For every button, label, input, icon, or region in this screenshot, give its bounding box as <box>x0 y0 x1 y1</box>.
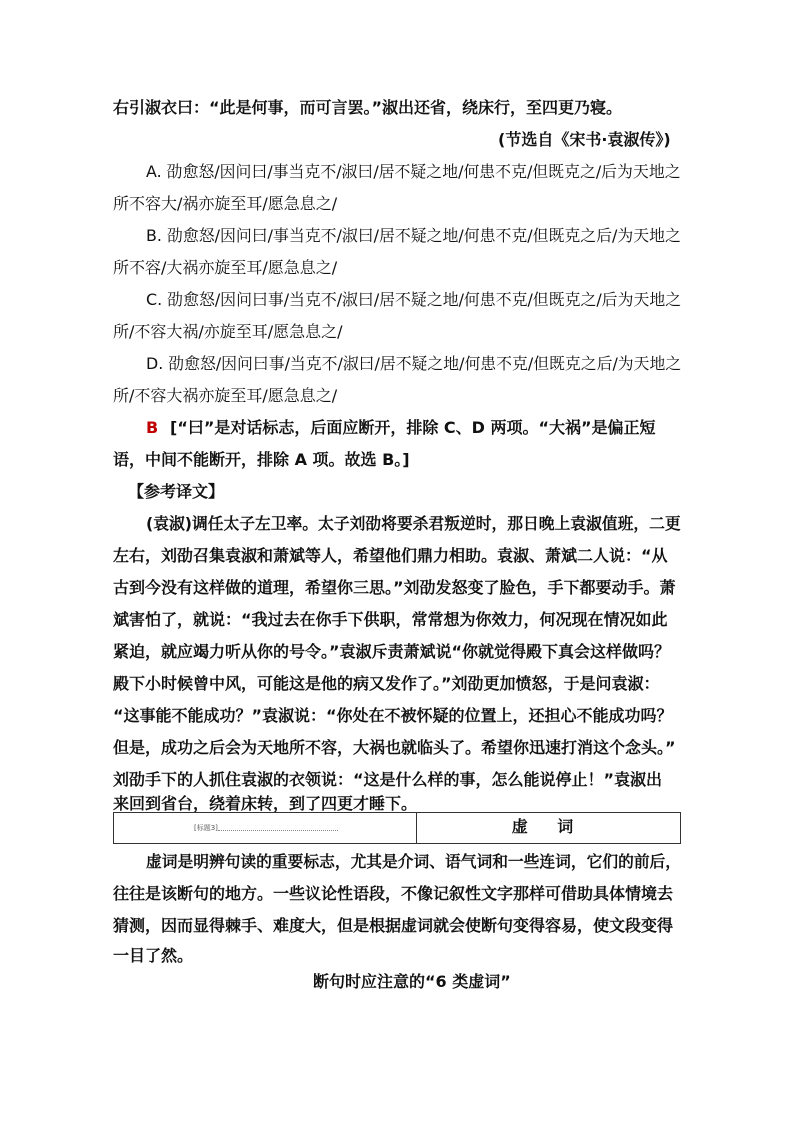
option-d-line2: 所/不容大祸亦旋至耳/愿急息之/ <box>113 386 338 405</box>
answer-letter: B <box>146 418 159 437</box>
option-c-line2: 所/不容大祸/亦旋至耳/愿急息之/ <box>113 322 343 341</box>
option-c-line1: C. 劭愈怒/因问曰事/当克不/淑曰/居不疑之地/何患不克/但既克之/后为天地之 <box>146 290 682 309</box>
section-tag: [标题3] <box>194 824 218 832</box>
translation-line: 紧迫，就应竭力听从你的号令。”袁淑斥责萧斌说“你就觉得殿下真会这样做吗？ <box>113 642 671 661</box>
dotted-rule <box>218 830 338 831</box>
source-citation: (节选自《宋书·袁淑传》) <box>498 130 671 149</box>
option-d-line1: D. 劭愈怒/因问曰事/当克不/淑曰/居不疑之地/何患不克/但既克之后/为天地之 <box>146 354 682 373</box>
translation-line: 左右，刘劭召集袁淑和萧斌等人，希望他们鼎力相助。袁淑、萧斌二人说：“从 <box>113 546 668 565</box>
answer-explanation-line2: 语，中间不能断开，排除 A 项。故选 B。] <box>113 450 410 469</box>
option-a-line2: 所不容大/祸亦旋至耳/愿急息之/ <box>113 194 338 213</box>
translation-line: 殿下小时候曾中风，可能这是他的病又发作了。”刘劭更加愤怒，于是问袁淑： <box>113 674 660 693</box>
intro-line: 往往是该断句的地方。一些议论性语段，不像记叙性文字那样可借助具体情境去 <box>113 884 674 903</box>
translation-line: 刘劭手下的人抓住袁淑的衣领说：“这是什么样的事，怎么能说停止！”袁淑出 <box>113 770 663 789</box>
section-title: 虚 词 <box>511 817 586 836</box>
section-header-left-cell <box>114 813 417 843</box>
translation-line: (袁淑)调任太子左卫率。太子刘劭将要杀君叛逆时，那日晚上袁淑值班，二更 <box>146 514 681 533</box>
answer-explanation-line1: [“曰”是对话标志，后面应断开，排除 C、D 两项。“大祸”是偏正短 <box>170 418 656 437</box>
translation-line: 斌害怕了，就说：“我过去在你手下供职，常常想为你效力，何况现在情况如此 <box>113 610 668 629</box>
intro-line: 一目了然。 <box>113 946 194 965</box>
option-b-line1: B. 劭愈怒/因问曰/事当克不/淑曰/居不疑之地/何患不克/但既克之后/为天地之 <box>146 226 681 245</box>
option-b-line2: 所不容/大祸亦旋至耳/愿急息之/ <box>113 258 338 277</box>
translation-line: 来回到省台，绕着床转，到了四更才睡下。 <box>113 794 418 813</box>
translation-line: 古到今没有这样做的道理，希望你三思。”刘劭发怒变了脸色，手下都要动手。萧 <box>113 578 676 597</box>
translation-line: “这事能不能成功？”袁淑说：“你处在不被怀疑的位置上，还担心不能成功吗？ <box>113 706 673 725</box>
intro-line: 虚词是明辨句读的重要标志，尤其是介词、语气词和一些连词，它们的前后， <box>146 852 682 871</box>
intro-line: 猜测，因而显得棘手、难度大，但是根据虚词就会使断句变得容易，使文段变得 <box>113 916 674 935</box>
passage-end-line: 右引淑衣曰：“此是何事，而可言罢。”淑出还省，绕床行，至四更乃寝。 <box>113 98 623 117</box>
translation-heading: 【参考译文】 <box>128 482 225 501</box>
section-header-box <box>113 812 681 844</box>
translation-line: 但是，成功之后会为天地所不容，大祸也就临头了。希望你迅速打消这个念头。” <box>113 738 676 757</box>
subtitle-heading: 断句时应注意的“6 类虚词” <box>313 972 511 991</box>
option-a-line1: A. 劭愈怒/因问曰/事当克不/淑曰/居不疑之地/何患不克/但既克之/后为天地之 <box>146 162 681 181</box>
